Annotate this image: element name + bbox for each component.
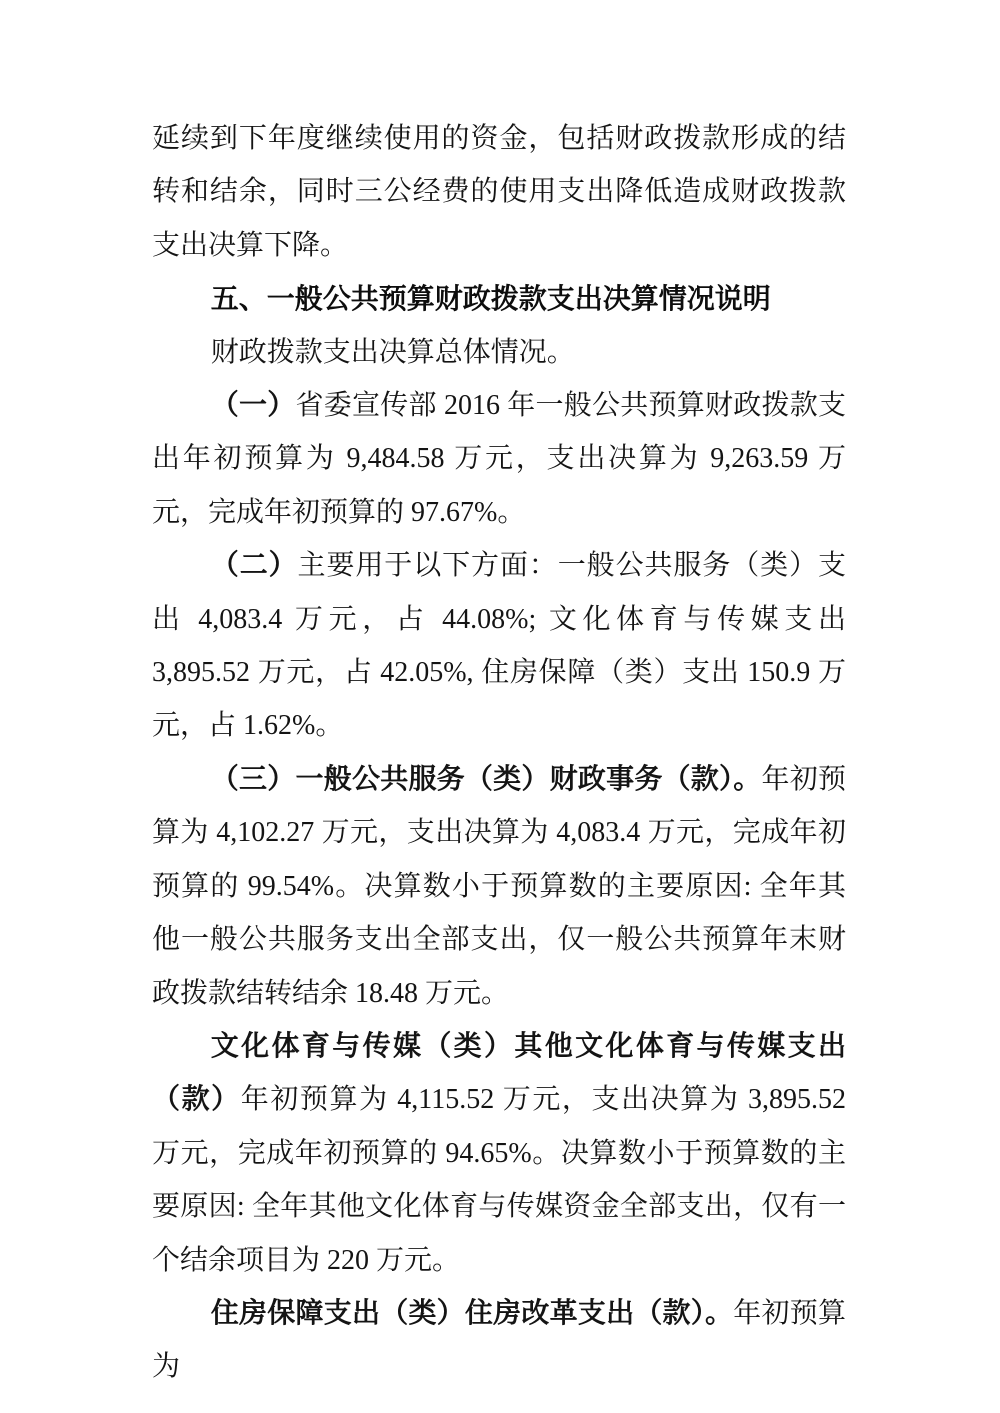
overall-situation-lead xyxy=(152,326,846,379)
carryover-paragraph-continued xyxy=(152,112,846,272)
paragraph-text: 主要用于以下方面：一般公共服务（类）支出 4,083.4 万元，占 44.08%; 文化体育与传媒支出 3,895.52 万元，占 42.05%, 住房保障（类）支出 150.9 万元，占 1.62%。 xyxy=(152,550,846,742)
text-column xyxy=(152,112,846,1394)
culture-sports-media-label: 文化体育与传媒（类）其他文化体育与传媒支出（款） xyxy=(152,1030,846,1116)
item-one-label: （一） xyxy=(210,390,296,422)
item-one-paragraph xyxy=(152,379,846,539)
item-three-label: （三）一般公共服务（类）财政事务（款）。 xyxy=(210,763,762,795)
paragraph-text: 年初预算为 4,115.52 万元，支出决算为 3,895.52 万元，完成年初预算的 94.65%。决算数小于预算数的主要原因: 全年其他文化体育与传媒资金全部支出，仅有一个结余项目为 220 万元。 xyxy=(152,1084,846,1276)
paragraph-text: 财政拨款支出决算总体情况。 xyxy=(210,336,575,368)
item-three-paragraph xyxy=(152,753,846,1020)
section-five-heading xyxy=(152,272,846,325)
heading-text: 五、一般公共预算财政拨款支出决算情况说明 xyxy=(210,283,771,315)
housing-security-label: 住房保障支出（类）住房改革支出（款）。 xyxy=(210,1297,734,1329)
item-two-label: （二） xyxy=(210,550,298,582)
housing-security-paragraph xyxy=(152,1287,846,1394)
paragraph-text: 年初预算为 xyxy=(152,1297,846,1383)
culture-sports-media-paragraph xyxy=(152,1020,846,1287)
paragraph-text: 省委宣传部 2016 年一般公共预算财政拨款支出年初预算为 9,484.58 万元，支出决算为 9,263.59 万元，完成年初预算的 97.67%。 xyxy=(152,390,846,528)
paragraph-text: 延续到下年度继续使用的资金，包括财政拨款形成的结转和结余，同时三公经费的使用支出降低造成财政拨款支出决算下降。 xyxy=(152,123,846,261)
paragraph-text: 年初预算为 4,102.27 万元，支出决算为 4,083.4 万元，完成年初预算的 99.54%。决算数小于预算数的主要原因: 全年其他一般公共服务支出全部支出，仅一般公共预算年末财政拨款结转结余 18.48 万元。 xyxy=(152,763,846,1009)
item-two-paragraph xyxy=(152,539,846,753)
